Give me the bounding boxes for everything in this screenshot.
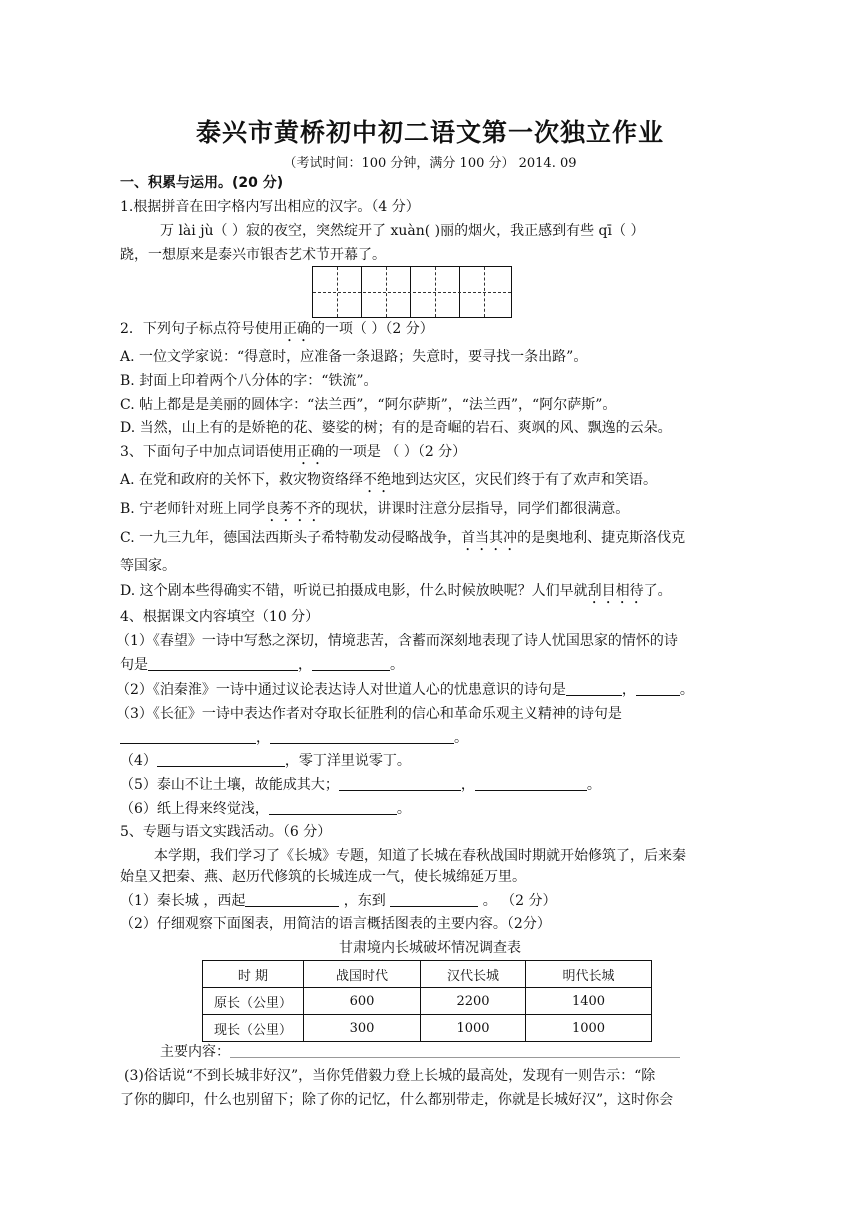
section-heading: 一、积累与运用。(20 分)	[120, 175, 284, 191]
table-cell: 1000	[421, 1015, 526, 1042]
answer-blank[interactable]	[566, 681, 622, 696]
q4-item3-a: （3）《长征》一诗中表达作者对夺取长征胜利的信心和革命乐观主义精神的诗句是	[116, 706, 622, 722]
table-cell: 1000	[526, 1015, 652, 1042]
q3-a-pre: A. 在党和政府的关怀下，救灾物资络绎	[120, 472, 364, 488]
q3-option-d	[120, 581, 672, 607]
q5-sub1	[120, 891, 557, 911]
q2-stem-emphasis: 正确	[282, 321, 311, 337]
q2-stem	[120, 319, 434, 345]
exam-info: （考试时间：100 分钟，满分 100 分） 2014. 09	[283, 156, 577, 171]
q4-item5-end: 。	[586, 777, 601, 793]
q4-item2-sep: ，	[621, 682, 636, 698]
q3-d-post: 了。	[643, 583, 672, 599]
q3-b-post: 的现状，讲课时注意分层指导，同学们都很满意。	[321, 501, 630, 517]
q4-item4	[120, 751, 411, 771]
table-caption: 甘肃境内长城破坏情况调查表	[339, 940, 521, 956]
page-title: 泰兴市黄桥初中初二语文第一次独立作业	[195, 118, 664, 147]
q3-option-a	[120, 470, 657, 496]
q4-item1-end: 。	[390, 657, 404, 673]
q3-stem-emphasis: 正确	[296, 444, 325, 460]
answer-blank[interactable]	[475, 776, 587, 791]
q3-d-pre: D. 这个剧本些得确实不错，听说已拍摄成电影，什么时候放映呢？人们早就	[120, 583, 588, 599]
q4-item6-end: 。	[396, 801, 411, 817]
q3-option-c-cont: 等国家。	[120, 558, 176, 574]
q5-para-a: 本学期，我们学习了《长城》专题，知道了长城在春秋战国时期就开始修筑了，后来秦	[154, 848, 686, 864]
answer-blank[interactable]	[157, 752, 285, 767]
answer-blank[interactable]	[245, 892, 339, 907]
answer-blank[interactable]	[636, 681, 680, 696]
table-header-cell: 明代长城	[526, 961, 652, 988]
table-cell: 600	[304, 988, 421, 1015]
q4-item1-b	[120, 655, 404, 675]
q4-item2-pre: （2）《泊秦淮》一诗中通过议论表达诗人对世道人心的忧患意识的诗句是	[116, 682, 566, 698]
table-header-row	[203, 961, 652, 988]
q4-item3-end: 。	[454, 730, 468, 746]
q3-b-pre: B. 宁老师针对班上同学	[120, 501, 266, 517]
q4-item6	[120, 799, 411, 819]
q2-stem-pre: 2．下列句子标点符号使用	[120, 321, 283, 337]
q4-item5-sep: ，	[460, 777, 475, 793]
q3-stem-pre: 3、下面句子中加点词语使用	[120, 444, 297, 460]
q5-sub1-mid: ，东到	[339, 893, 391, 909]
q4-item2-end: 。	[679, 682, 694, 698]
q5-para-b: 始皇又把秦、燕、赵历代修筑的长城连成一气，使长城绵延万里。	[120, 869, 526, 885]
q2-option-d: D. 当然，山上有的是娇艳的花、婆娑的树；有的是奇崛的岩石、爽飒的风、飘逸的云朵。	[120, 420, 672, 436]
q1-stem: 1.根据拼音在田字格内写出相应的汉字。（4 分）	[120, 199, 420, 215]
q3-c-pre: C. 一九三九年，德国法西斯头子希特勒发动侵略战争，	[120, 530, 462, 546]
q4-item2	[116, 680, 694, 700]
tianzige-grid	[312, 266, 512, 318]
q3-option-c	[120, 528, 685, 554]
answer-blank[interactable]	[270, 729, 454, 744]
q5-stem: 5、专题与语文实践活动。（6 分）	[120, 824, 332, 840]
summary-label: 主要内容：	[160, 1044, 230, 1060]
table-header-cell: 战国时代	[304, 961, 421, 988]
table-cell: 300	[304, 1015, 421, 1042]
q4-stem: 4、根据课文内容填空（10 分）	[120, 609, 320, 625]
q3-a-post: 地到达灾区，灾民们终于有了欢声和笑语。	[391, 472, 658, 488]
summary-line	[160, 1042, 680, 1062]
q2-option-b: B. 封面上印着两个八分体的字：“铁流”。	[120, 373, 378, 389]
summary-answer-line[interactable]	[230, 1045, 680, 1058]
q3-c-post: 的是奥地利、捷克斯洛伐克	[517, 530, 686, 546]
q4-item4-post: ，零丁洋里说零丁。	[284, 753, 411, 769]
table-cell: 1400	[526, 988, 652, 1015]
q2-stem-post: 的一项（ ）（2 分）	[310, 321, 434, 337]
q5-sub3-a: (3)俗话说“不到长城非好汉”，当你凭借毅力登上长城的最高处，发现有一则告示：“除	[124, 1068, 656, 1084]
q1-text-a: 万 lài jù（ ）寂的夜空，突然绽开了 xuàn( )丽的烟火，我正感到有些 qī（ ）	[160, 223, 645, 239]
q4-item3-sep: ，	[256, 730, 270, 746]
q3-option-b	[120, 499, 629, 525]
table-row	[203, 1015, 652, 1042]
survey-table	[202, 960, 652, 1042]
q3-stem-post: 的一项是 （ ）（2 分）	[324, 444, 467, 460]
table-row	[203, 988, 652, 1015]
q4-item4-pre: （4）	[120, 753, 157, 769]
answer-blank[interactable]	[269, 800, 397, 815]
answer-blank[interactable]	[339, 776, 461, 791]
q1-text-b: 跷，一想原来是泰兴市银杏艺术节开幕了。	[120, 247, 386, 263]
answer-blank[interactable]	[120, 729, 256, 744]
q4-item5	[120, 775, 601, 795]
q2-option-c: C. 帖上都是是美丽的圆体字：“法兰西”，“阿尔萨斯”，“法兰西”，“阿尔萨斯”。	[120, 397, 617, 413]
q4-item5-pre: （5）泰山不让土壤，故能成其大；	[120, 777, 339, 793]
q4-item6-pre: （6）纸上得来终觉浅，	[120, 801, 269, 817]
q5-sub2: （2）仔细观察下面图表，用简洁的语言概括图表的主要内容。（2分）	[120, 916, 551, 932]
answer-blank[interactable]	[148, 656, 298, 671]
q4-item1-sep: ，	[298, 657, 312, 673]
q5-sub1-post: 。 （2 分）	[478, 893, 557, 909]
answer-blank[interactable]	[312, 656, 390, 671]
table-header-cell: 时 期	[203, 961, 304, 988]
q4-item1-pre: 句是	[120, 657, 148, 673]
q3-stem	[120, 442, 466, 468]
q5-sub3-b: 了你的脚印，什么也别留下；除了你的记忆，什么都别带走，你就是长城好汉”，这时你会	[120, 1092, 674, 1108]
q3-d-emphasis: 刮目相待	[587, 583, 644, 599]
q4-item1-a: （1）《春望》一诗中写愁之深切，情境悲苦，含蓄而深刻地表现了诗人忧国思家的情怀的诗	[116, 633, 678, 649]
table-cell: 2200	[421, 988, 526, 1015]
q2-option-a: A. 一位文学家说：“得意时，应准备一条退路；失意时，要寻找一条出路”。	[120, 349, 588, 365]
table-header-cell: 汉代长城	[421, 961, 526, 988]
q5-sub1-pre: （1）秦长城 ，西起	[120, 893, 246, 909]
q3-b-emphasis: 良莠不齐	[265, 501, 322, 517]
table-cell: 原长（公里）	[203, 988, 304, 1015]
q4-item3-b	[120, 728, 468, 748]
q3-c-emphasis: 首当其冲	[461, 530, 518, 546]
answer-blank[interactable]	[390, 892, 478, 907]
q3-a-emphasis: 不绝	[363, 472, 392, 488]
table-cell: 现长（公里）	[203, 1015, 304, 1042]
